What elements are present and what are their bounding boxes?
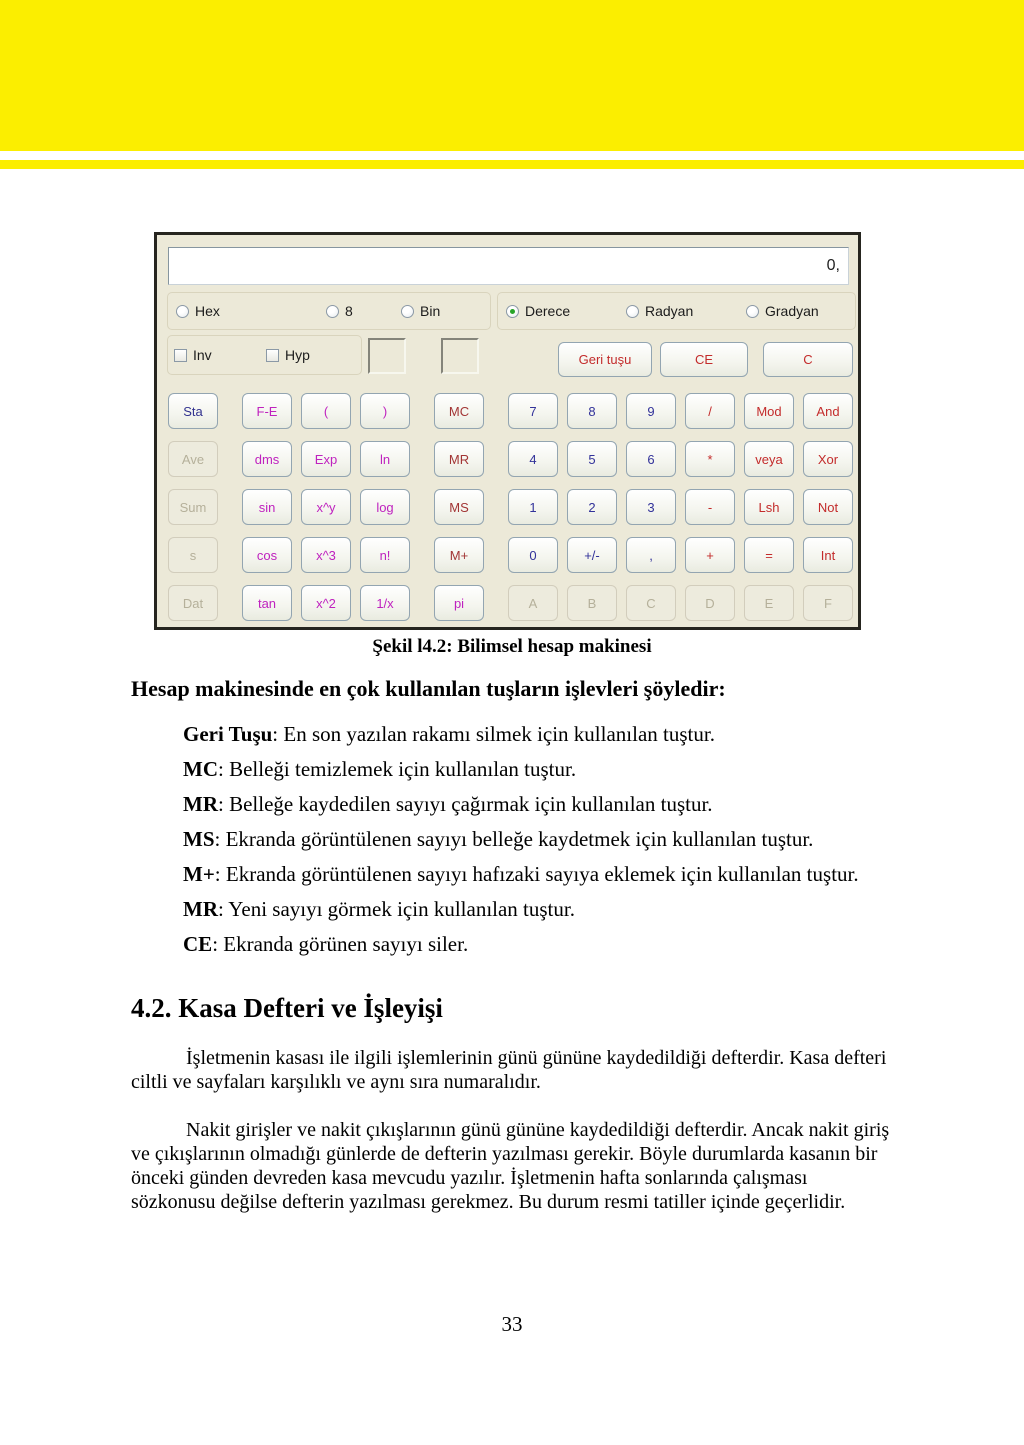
key-desc: : Ekranda görünen sayıyı siler. [212, 932, 469, 956]
radio-8[interactable] [326, 303, 353, 319]
key-descriptions [183, 722, 903, 967]
header-stripe [0, 160, 1024, 169]
checkbox-hyp[interactable] [266, 347, 310, 363]
radio-icon [176, 305, 189, 318]
calc-key-cos[interactable]: cos [242, 537, 292, 573]
key-description-item [183, 792, 903, 816]
keypad-row [168, 393, 853, 429]
key-name: M+ [183, 862, 215, 886]
calc-key-ms[interactable]: MS [434, 489, 484, 525]
keypad-row [168, 585, 853, 621]
calc-key-3[interactable]: 3 [626, 489, 676, 525]
calc-key-pi[interactable]: pi [434, 585, 484, 621]
calc-key-mc[interactable]: MC [434, 393, 484, 429]
key-desc: : Belleğe kaydedilen sayıyı çağırmak için kullanılan tuştur. [218, 792, 713, 816]
calc-key-dat: Dat [168, 585, 218, 621]
paren-indicator-box [368, 338, 406, 374]
calc-key-mod[interactable]: Mod [744, 393, 794, 429]
calc-key-sta[interactable]: Sta [168, 393, 218, 429]
radio-hex[interactable] [176, 303, 220, 319]
radio-label: 8 [345, 303, 353, 319]
calc-key-1[interactable]: 1 [508, 489, 558, 525]
radio-icon [326, 305, 339, 318]
calc-key-xor[interactable]: Xor [803, 441, 853, 477]
checkbox-label: Hyp [285, 347, 310, 363]
calc-key-9[interactable]: 9 [626, 393, 676, 429]
calc-key-0[interactable]: 0 [508, 537, 558, 573]
angle-unit-group [497, 292, 856, 330]
checkbox-icon [174, 349, 187, 362]
header-band [0, 0, 1024, 151]
radio-icon [401, 305, 414, 318]
checkbox-inv[interactable] [174, 347, 212, 363]
calc-key-c: C [626, 585, 676, 621]
calc-key-5[interactable]: 5 [567, 441, 617, 477]
calc-key-int[interactable]: Int [803, 537, 853, 573]
calc-key-x-2[interactable]: x^2 [301, 585, 351, 621]
radio-gradyan[interactable] [746, 303, 819, 319]
calc-key-ave: Ave [168, 441, 218, 477]
calc-key-1-x[interactable]: 1/x [360, 585, 410, 621]
calc-key-key[interactable]: ) [360, 393, 410, 429]
checkbox-label: Inv [193, 347, 212, 363]
calc-key-key[interactable]: +/- [567, 537, 617, 573]
key-name: MR [183, 897, 218, 921]
calc-key-lsh[interactable]: Lsh [744, 489, 794, 525]
section-heading: 4.2. Kasa Defteri ve İşleyişi [131, 993, 443, 1023]
key-description-item [183, 757, 903, 781]
calc-key-not[interactable]: Not [803, 489, 853, 525]
calc-key-key[interactable]: * [685, 441, 735, 477]
calc-key-log[interactable]: log [360, 489, 410, 525]
checkbox-icon [266, 349, 279, 362]
key-name: MR [183, 792, 218, 816]
radio-icon [746, 305, 759, 318]
calc-key-key[interactable]: ( [301, 393, 351, 429]
radio-label: Gradyan [765, 303, 819, 319]
key-description-item [183, 827, 903, 851]
calc-key-7[interactable]: 7 [508, 393, 558, 429]
calculator-keypad [168, 393, 853, 633]
key-name: MS [183, 827, 215, 851]
calc-key-e: E [744, 585, 794, 621]
key-desc: : Ekranda görüntülenen sayıyı belleğe kaydetmek için kullanılan tuştur. [214, 827, 814, 851]
calc-key-key[interactable]: , [626, 537, 676, 573]
calc-key-mr[interactable]: MR [434, 441, 484, 477]
keypad-row [168, 489, 853, 525]
radio-label: Hex [195, 303, 220, 319]
radio-derece[interactable] [506, 303, 570, 319]
key-description-item [183, 897, 903, 921]
memory-indicator-box [441, 338, 479, 374]
calc-key-8[interactable]: 8 [567, 393, 617, 429]
calc-key-dms[interactable]: dms [242, 441, 292, 477]
radio-label: Derece [525, 303, 571, 319]
calc-key-6[interactable]: 6 [626, 441, 676, 477]
calc-key-key[interactable]: - [685, 489, 735, 525]
calc-key-key[interactable]: / [685, 393, 735, 429]
radio-label: Bin [420, 303, 441, 319]
keypad-row [168, 537, 853, 573]
calc-key-n[interactable]: n! [360, 537, 410, 573]
inv-hyp-group [167, 335, 362, 375]
calc-key-2[interactable]: 2 [567, 489, 617, 525]
calc-key-tan[interactable]: tan [242, 585, 292, 621]
key-desc: : En son yazılan rakamı silmek için kullanılan tuştur. [272, 722, 715, 746]
calc-key-ce[interactable]: CE [660, 342, 748, 377]
key-desc: : Yeni sayıyı görmek için kullanılan tuştur. [218, 897, 575, 921]
key-desc: : Ekranda görüntülenen sayıyı hafızaki sayıya eklemek için kullanılan tuştur. [214, 862, 859, 886]
calc-key-veya[interactable]: veya [744, 441, 794, 477]
calc-key-a: A [508, 585, 558, 621]
calc-key-key[interactable]: + [685, 537, 735, 573]
key-description-item [183, 932, 903, 956]
radio-icon [506, 305, 519, 318]
page-number: 33 [501, 1312, 523, 1336]
key-description-item [183, 862, 903, 886]
figure-caption: Şekil l4.2: Bilimsel hesap makinesi [372, 636, 652, 657]
calc-key-f: F [803, 585, 853, 621]
calc-key-geri-tu-u[interactable]: Geri tuşu [558, 342, 652, 377]
key-desc: : Belleği temizlemek için kullanılan tuştur. [218, 757, 577, 781]
calc-key-and[interactable]: And [803, 393, 853, 429]
paragraph-kasa-defteri: İşletmenin kasası ile ilgili işlemlerinin günü gününe kaydedildiği defterdir. Kasa defteri ciltli ve sayfaları karşılıklı ve aynı sıra numaralıdır. [131, 1047, 887, 1093]
calc-key-f-e[interactable]: F-E [242, 393, 292, 429]
calculator-screenshot [154, 232, 861, 630]
key-description-item [183, 722, 903, 746]
calc-key-key[interactable]: = [744, 537, 794, 573]
calc-key-4[interactable]: 4 [508, 441, 558, 477]
calculator-display: 0, [168, 247, 849, 285]
number-base-group [167, 292, 491, 330]
key-name: Geri Tuşu [183, 722, 273, 746]
paragraph-nakit: Nakit girişler ve nakit çıkışlarının günü gününe kaydedildiği defterdir. Ancak nakit giriş ve çıkışlarının olmadığı günlerde de defterin yazılması gerekir. Böyle durumlarda kasanın bir önceki günden devreden kasa mevcudu yazılır. İşletmenin hafta sonlarında çalışması sözkonusu değilse defterin yazılması gerekmez. Bu durum resmi tatiller içinde geçerlidir. [131, 1119, 890, 1213]
calc-key-exp[interactable]: Exp [301, 441, 351, 477]
radio-radyan[interactable] [626, 303, 693, 319]
calc-key-sin[interactable]: sin [242, 489, 292, 525]
keypad-row [168, 441, 853, 477]
calc-key-d: D [685, 585, 735, 621]
calc-key-sum: Sum [168, 489, 218, 525]
calc-key-b: B [567, 585, 617, 621]
key-name: CE [183, 932, 213, 956]
radio-label: Radyan [645, 303, 694, 319]
key-name: MC [183, 757, 218, 781]
intro-heading: Hesap makinesinde en çok kullanılan tuşların işlevleri şöyledir: [131, 676, 726, 701]
radio-icon [626, 305, 639, 318]
calc-key-ln[interactable]: ln [360, 441, 410, 477]
calc-key-s: s [168, 537, 218, 573]
calc-key-x-3[interactable]: x^3 [301, 537, 351, 573]
calc-key-c[interactable]: C [763, 342, 853, 377]
calc-key-m[interactable]: M+ [434, 537, 484, 573]
calc-key-x-y[interactable]: x^y [301, 489, 351, 525]
radio-bin[interactable] [401, 303, 440, 319]
